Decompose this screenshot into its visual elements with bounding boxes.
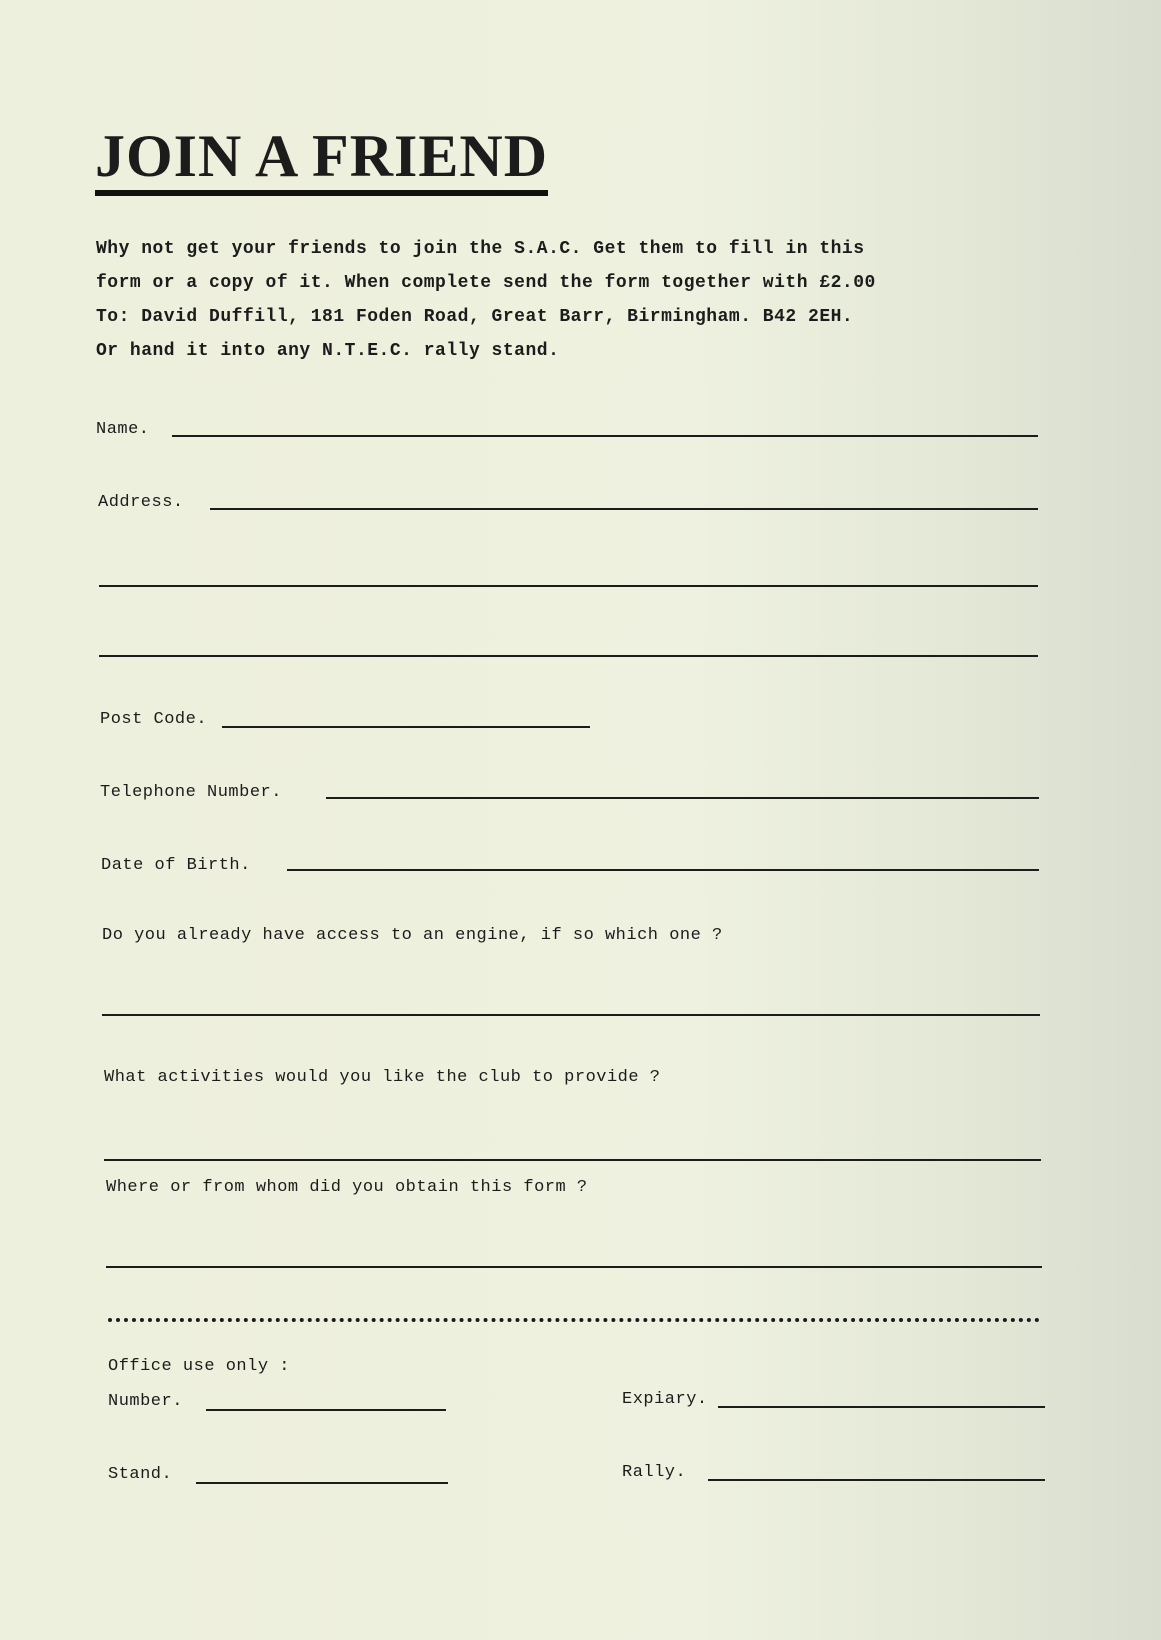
activities-answer-field[interactable] (104, 1159, 1041, 1161)
engine-question-label: Do you already have access to an engine, if so which one ? (102, 926, 723, 945)
post-code-label: Post Code. (100, 710, 208, 729)
intro-line-4: Or hand it into any N.T.E.C. rally stand. (96, 341, 560, 361)
address-field-line-2[interactable] (99, 585, 1038, 587)
intro-line-2: form or a copy of it. When complete send the form together with £2.00 (96, 273, 876, 293)
intro-line-3: To: David Duffill, 181 Foden Road, Great Barr, Birmingham. B42 2EH. (96, 307, 854, 327)
office-use-heading: Office use only : (108, 1357, 290, 1376)
intro-text (96, 232, 996, 368)
intro-line-1: Why not get your friends to join the S.A.C. Get them to fill in this (96, 239, 865, 259)
date-of-birth-label: Date of Birth. (101, 856, 251, 875)
office-rally-label: Rally. (622, 1463, 687, 1482)
activities-question-label: What activities would you like the club to provide ? (104, 1068, 661, 1087)
office-number-field[interactable] (206, 1409, 446, 1411)
telephone-label: Telephone Number. (100, 783, 282, 802)
office-expiary-label: Expiary. (622, 1390, 708, 1409)
date-of-birth-field[interactable] (287, 869, 1039, 871)
page-title: JOIN A FRIEND (95, 126, 548, 196)
obtained-question-label: Where or from whom did you obtain this form ? (106, 1178, 588, 1197)
address-field-line-3[interactable] (99, 655, 1038, 657)
engine-answer-field[interactable] (102, 1014, 1040, 1016)
office-stand-field[interactable] (196, 1482, 448, 1484)
office-rally-field[interactable] (708, 1479, 1045, 1481)
post-code-field[interactable] (222, 726, 590, 728)
address-label: Address. (98, 493, 184, 512)
address-field-line-1[interactable] (210, 508, 1038, 510)
office-stand-label: Stand. (108, 1465, 173, 1484)
telephone-field[interactable] (326, 797, 1039, 799)
office-expiary-field[interactable] (718, 1406, 1045, 1408)
office-number-label: Number. (108, 1392, 183, 1411)
name-field[interactable] (172, 435, 1038, 437)
name-label: Name. (96, 420, 150, 439)
dotted-separator (108, 1318, 1040, 1322)
obtained-answer-field[interactable] (106, 1266, 1042, 1268)
